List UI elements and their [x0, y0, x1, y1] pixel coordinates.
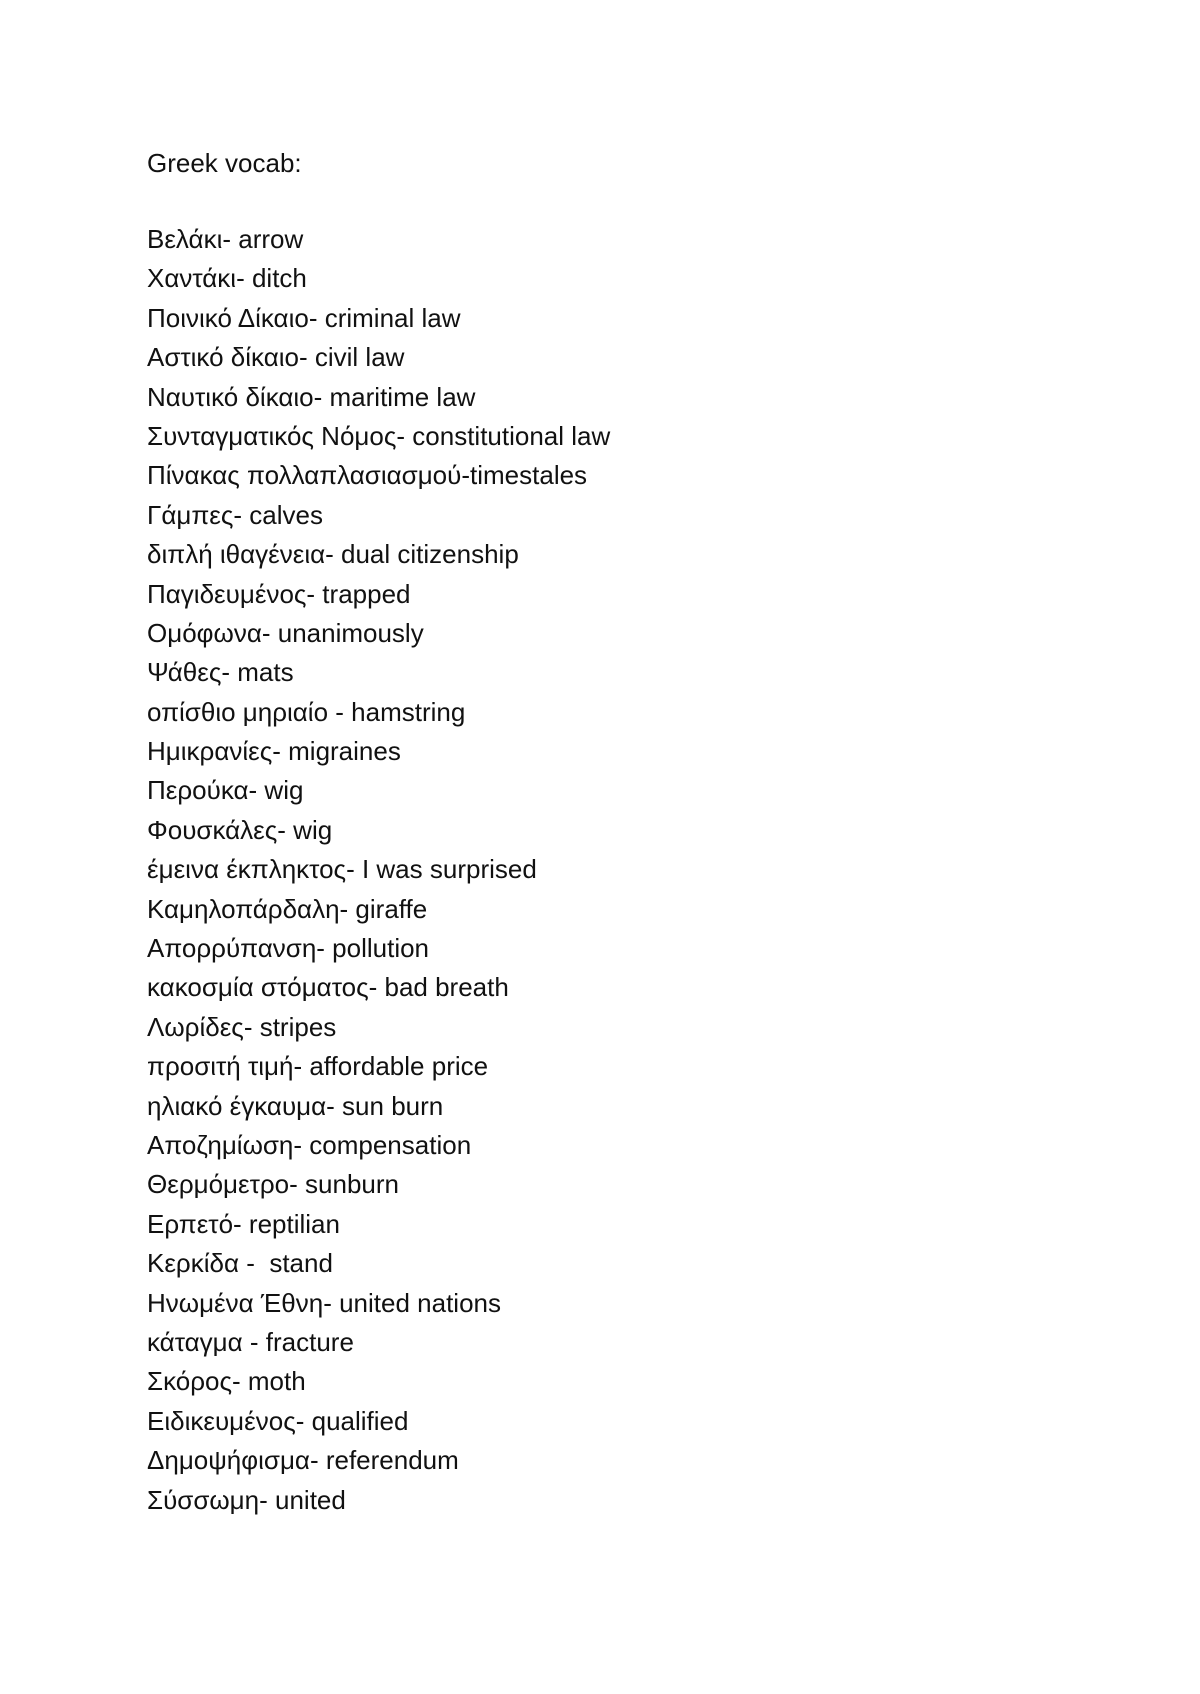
- vocab-entry: Περούκα- wig: [147, 775, 304, 806]
- vocab-entry: Αποζημίωση- compensation: [147, 1129, 472, 1160]
- vocab-entry: προσιτή τιμή- affordable price: [147, 1051, 489, 1082]
- vocab-entry: Θερμόμετρο- sunburn: [147, 1169, 399, 1200]
- vocab-entry: Συνταγματικός Νόμος- constitutional law: [147, 420, 611, 451]
- vocab-entry: Ποινικό Δίκαιο- criminal law: [147, 302, 461, 333]
- vocab-entry: Ομόφωνα- unanimously: [147, 617, 424, 648]
- vocab-entry: Πίνακας πολλαπλασιασμού-timestales: [147, 460, 588, 491]
- vocab-entry: Ειδικευμένος- qualified: [147, 1405, 409, 1436]
- vocab-entry: Σκόρος- moth: [147, 1366, 306, 1397]
- vocab-entry: Ψάθες- mats: [147, 657, 294, 688]
- vocab-entry: Σύσσωμη- united: [147, 1484, 346, 1515]
- vocab-entry: Κερκίδα - stand: [147, 1248, 333, 1279]
- vocab-entry: Καμηλοπάρδαλη- giraffe: [147, 893, 428, 924]
- vocab-entry: Λωρίδες- stripes: [147, 1011, 337, 1042]
- vocab-entry: Παγιδευμένος- trapped: [147, 578, 411, 609]
- vocab-entry: οπίσθιο μηριαίο - hamstring: [147, 696, 466, 727]
- vocab-entry: Ημικρανίες- migraines: [147, 736, 401, 767]
- document-page: [147, 146, 1127, 1520]
- vocab-entry: ηλιακό έγκαυμα- sun burn: [147, 1090, 444, 1121]
- vocab-list: [147, 220, 1127, 1520]
- vocab-entry: Χαντάκι- ditch: [147, 263, 307, 294]
- vocab-entry: Γάμπες- calves: [147, 499, 323, 530]
- vocab-entry: κάταγμα - fracture: [147, 1326, 354, 1357]
- vocab-entry: έμεινα έκπληκτος- I was surprised: [147, 854, 537, 885]
- vocab-entry: Ερπετό- reptilian: [147, 1208, 340, 1239]
- vocab-entry: Ναυτικό δίκαιο- maritime law: [147, 381, 476, 412]
- vocab-entry: Βελάκι- arrow: [147, 224, 304, 254]
- vocab-entry: Αστικό δίκαιο- civil law: [147, 342, 405, 373]
- vocab-entry: Δημοψήφισμα- referendum: [147, 1445, 459, 1476]
- page-title: Greek vocab:: [147, 148, 302, 178]
- vocab-entry: κακοσμία στόματος- bad breath: [147, 972, 509, 1003]
- vocab-entry: Ηνωμένα Έθνη- united nations: [147, 1287, 501, 1318]
- vocab-entry: Απορρύπανση- pollution: [147, 933, 430, 964]
- vocab-entry: διπλή ιθαγένεια- dual citizenship: [147, 539, 519, 570]
- vocab-entry: Φουσκάλες- wig: [147, 814, 333, 845]
